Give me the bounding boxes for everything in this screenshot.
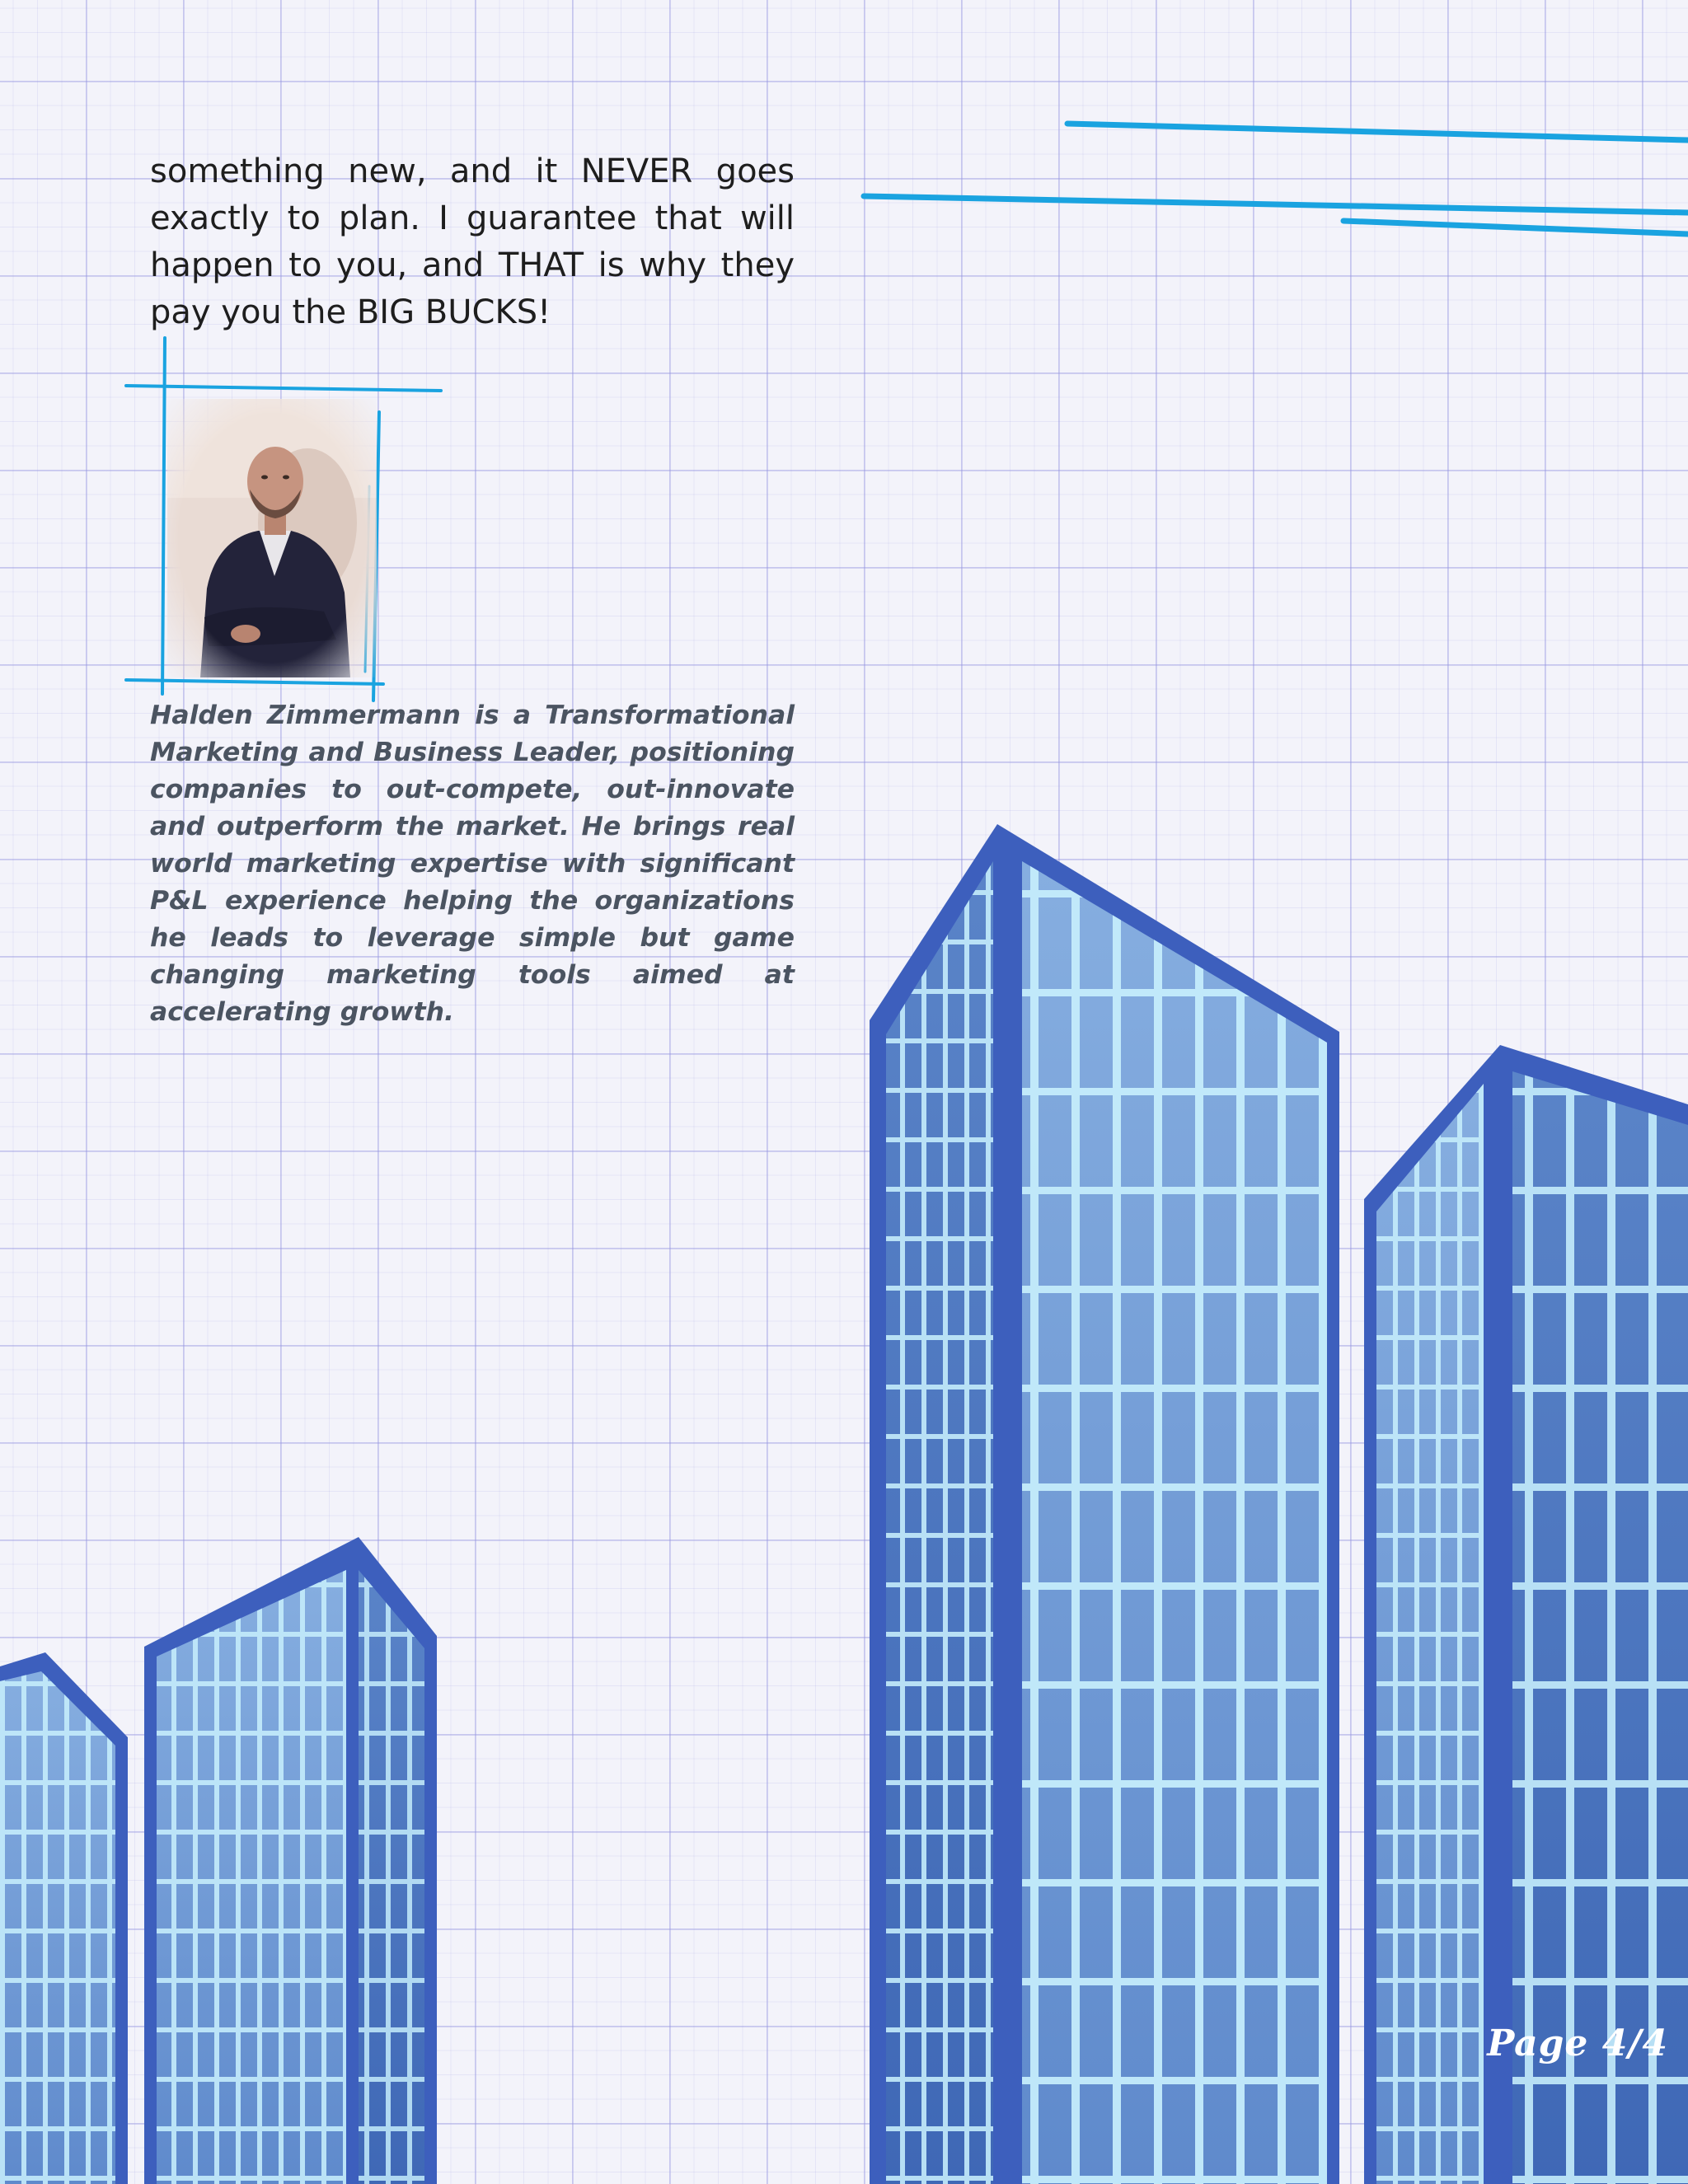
page-number: Page 4/4 bbox=[1487, 2022, 1668, 2064]
accent-strokes bbox=[864, 124, 1688, 234]
article-closing-paragraph: something new, and it NEVER goes exactly to plan. I guarantee that will happen to you, and THAT is why they pay you the BIG BUCKS! bbox=[150, 152, 795, 331]
author-photo bbox=[167, 399, 377, 677]
author-bio: Halden Zimmermann is a Transformational Marketing and Business Leader, positioning companies to out-compete, out-innovate and outperform the market. He brings real world marketing expertise with significant P&L experience helping the organizations he leads to leverage simple but game changing marketing tools aimed at accelerating growth. bbox=[150, 701, 795, 1027]
building-left bbox=[144, 1537, 437, 2184]
building-center-tower bbox=[870, 824, 1339, 2184]
building-far-left bbox=[0, 1652, 128, 2184]
building-right-tower bbox=[1364, 1045, 1688, 2184]
